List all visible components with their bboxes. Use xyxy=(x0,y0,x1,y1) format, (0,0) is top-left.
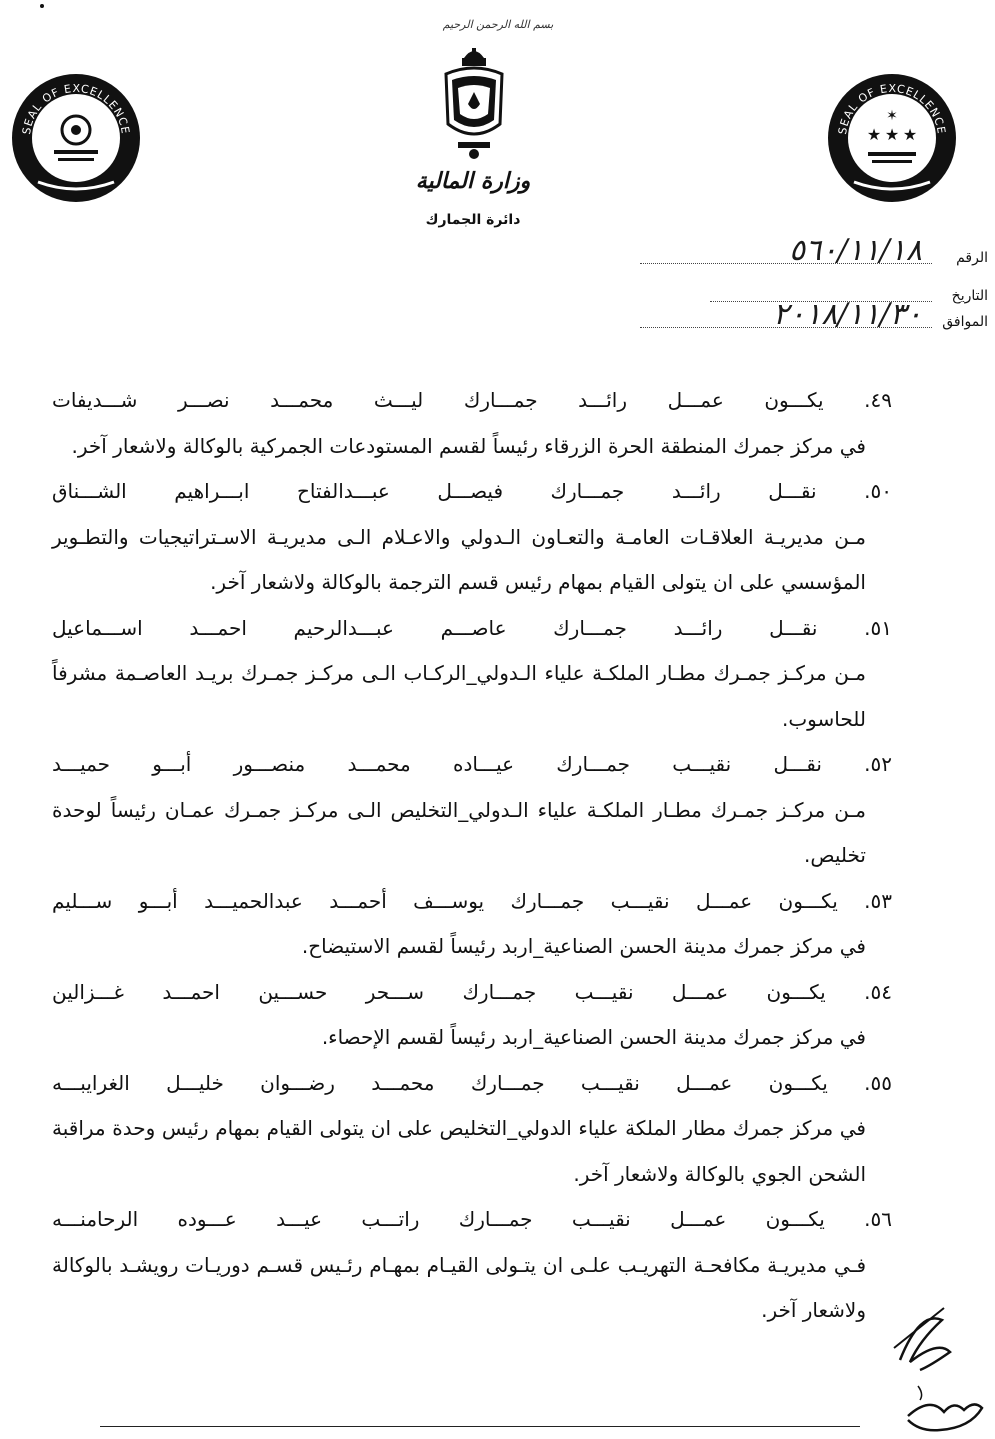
list-item-heading xyxy=(52,606,892,652)
list-item xyxy=(52,742,892,879)
list-item-text: في مركز جمرك مدينة الحسن الصناعية_اربد رئيساً لقسم الإحصاء. xyxy=(321,1025,866,1049)
ministry-name: وزارة المالية xyxy=(415,168,531,194)
list-item-heading-text: نقـــل رائـــد جمـــارك فيصـــل عبـــدالفتاح ابـــراهيم الشـــناق xyxy=(52,479,817,503)
svg-text:✶: ✶ xyxy=(886,108,898,124)
list-item-heading-text: يكـــون عمـــل نقيـــب جمـــارك محمـــد رضـــوان خليـــل الغرايبـــه xyxy=(52,1070,828,1095)
list-item-number: ٥٦. xyxy=(864,1207,892,1231)
list-item-heading xyxy=(52,1061,892,1107)
list-item xyxy=(52,606,892,743)
list-item-number: ٥٣. xyxy=(864,888,892,913)
seal-left-text: SEAL OF EXCELLENCE xyxy=(20,81,132,136)
handwritten-signature-icon xyxy=(880,1300,990,1439)
list-item xyxy=(52,970,892,1061)
list-item xyxy=(52,879,892,970)
list-item-text: في مركز جمرك مطار الملكة علياء الدولي_التخليص على ان يتولى القيام بمهام رئيس وحدة مراقبة الشحن الجوي بالوكالة ولاشعار آخر. xyxy=(52,1116,866,1186)
list-item-heading xyxy=(52,469,892,515)
list-item-heading xyxy=(52,970,892,1016)
list-item-number: ٥١. xyxy=(864,615,892,640)
gregorian-date-label: الموافق xyxy=(942,314,988,330)
list-item-text: في مركز جمرك مدينة الحسن الصناعية_اربد رئيساً لقسم الاستيضاح. xyxy=(301,934,866,958)
seal-right-text: SEAL OF EXCELLENCE xyxy=(836,81,948,136)
footer-rule xyxy=(100,1426,860,1427)
list-item-heading-text: يكـــون عمـــل نقيـــب جمـــارك يوســـف أحمـــد عبدالحميـــد أبـــو ســـليم xyxy=(52,888,838,913)
list-item-heading-text: يكـــون عمـــل رائـــد جمـــارك ليـــث محمـــد نصـــر شـــديفات xyxy=(52,388,824,412)
svg-text:★: ★ xyxy=(866,125,882,144)
list-item-number: ٤٩. xyxy=(864,388,892,412)
list-item-heading xyxy=(52,378,892,424)
list-item-number: ٥٥. xyxy=(864,1070,893,1095)
jordan-coat-of-arms-icon xyxy=(438,44,510,164)
list-item xyxy=(52,378,892,469)
department-name: دائرة الجمارك xyxy=(425,212,521,228)
list-item-heading-text: نقـــل رائـــد جمـــارك عاصـــم عبـــدالرحيم احمـــد اســـماعيل xyxy=(52,615,818,640)
reference-number-label: الرقم xyxy=(956,250,988,266)
gregorian-date-row xyxy=(600,297,992,334)
svg-text:★: ★ xyxy=(902,125,918,144)
list-item-number: ٥٠. xyxy=(864,479,893,503)
basmala: بسم الله الرحمن الرحيم xyxy=(442,18,554,31)
list-item-text: في مركز جمرك المنطقة الحرة الزرقاء رئيساً لقسم المستودعات الجمركية بالوكالة ولاشعار آخر. xyxy=(71,433,866,458)
list-item-heading-text: يكـــون عمـــل نقيـــب جمـــارك راتـــب عيـــد عـــوده الرحامنـــه xyxy=(52,1207,825,1231)
corner-mark xyxy=(40,4,44,8)
reference-number-value: ٥٦٠/١١/١٨ xyxy=(788,233,922,268)
list-item-text: مـن مركـز جمـرك مطـار الملكـة علياء الـدولي_الركـاب الـى مركـز جمـرك بريـد العاصـمة مشرفاً للحاسوب. xyxy=(52,661,866,731)
list-item-heading xyxy=(52,742,892,788)
list-item-text: مـن مركـز جمـرك مطـار الملكـة علياء الـدولي_التخليص الـى مركـز جمـرك عمـان رئيساً لوحدة تخليص. xyxy=(52,797,866,867)
list-item-number: ٥٢. xyxy=(864,752,893,776)
gregorian-date-value: ٢٠١٨/١١/٣٠ xyxy=(772,297,922,332)
list-item-heading xyxy=(52,1197,892,1243)
list-item-text: فـي مديريـة مكافحـة التهريـب علـى ان يتـولى القيـام بمهـام رئـيس قسـم دوريـات رويشـد بالوكالة ولاشعار آخر. xyxy=(52,1252,866,1322)
list-item-heading xyxy=(52,879,892,925)
date-label: التاريخ xyxy=(951,288,988,304)
list-item-heading-text: نقـــل نقيـــب جمـــارك عيـــاده محمـــد منصـــور أبـــو حميـــد xyxy=(52,752,822,776)
reference-number-row xyxy=(600,233,992,270)
seal-of-excellence-right-icon xyxy=(824,70,960,206)
document-body xyxy=(52,378,892,1334)
list-item xyxy=(52,1197,892,1334)
list-item xyxy=(52,469,892,606)
list-item-heading-text: يكـــون عمـــل نقيـــب جمـــارك ســـحر حســـين احمـــد غـــزالين xyxy=(52,979,826,1004)
list-item xyxy=(52,1061,892,1198)
list-item-number: ٥٤. xyxy=(864,979,892,1004)
svg-text:★: ★ xyxy=(884,125,900,144)
seal-of-excellence-left-icon xyxy=(8,70,144,206)
list-item-text: مـن مديريـة العلاقـات العامـة والتعـاون الـدولي والاعـلام الـى مديريـة الاسـتراتيجيات والتطـوير المؤسسي على ان يتولى القيام بمهام رئيس قسم الترجمة بالوكالة ولاشعار آخر. xyxy=(52,524,866,594)
